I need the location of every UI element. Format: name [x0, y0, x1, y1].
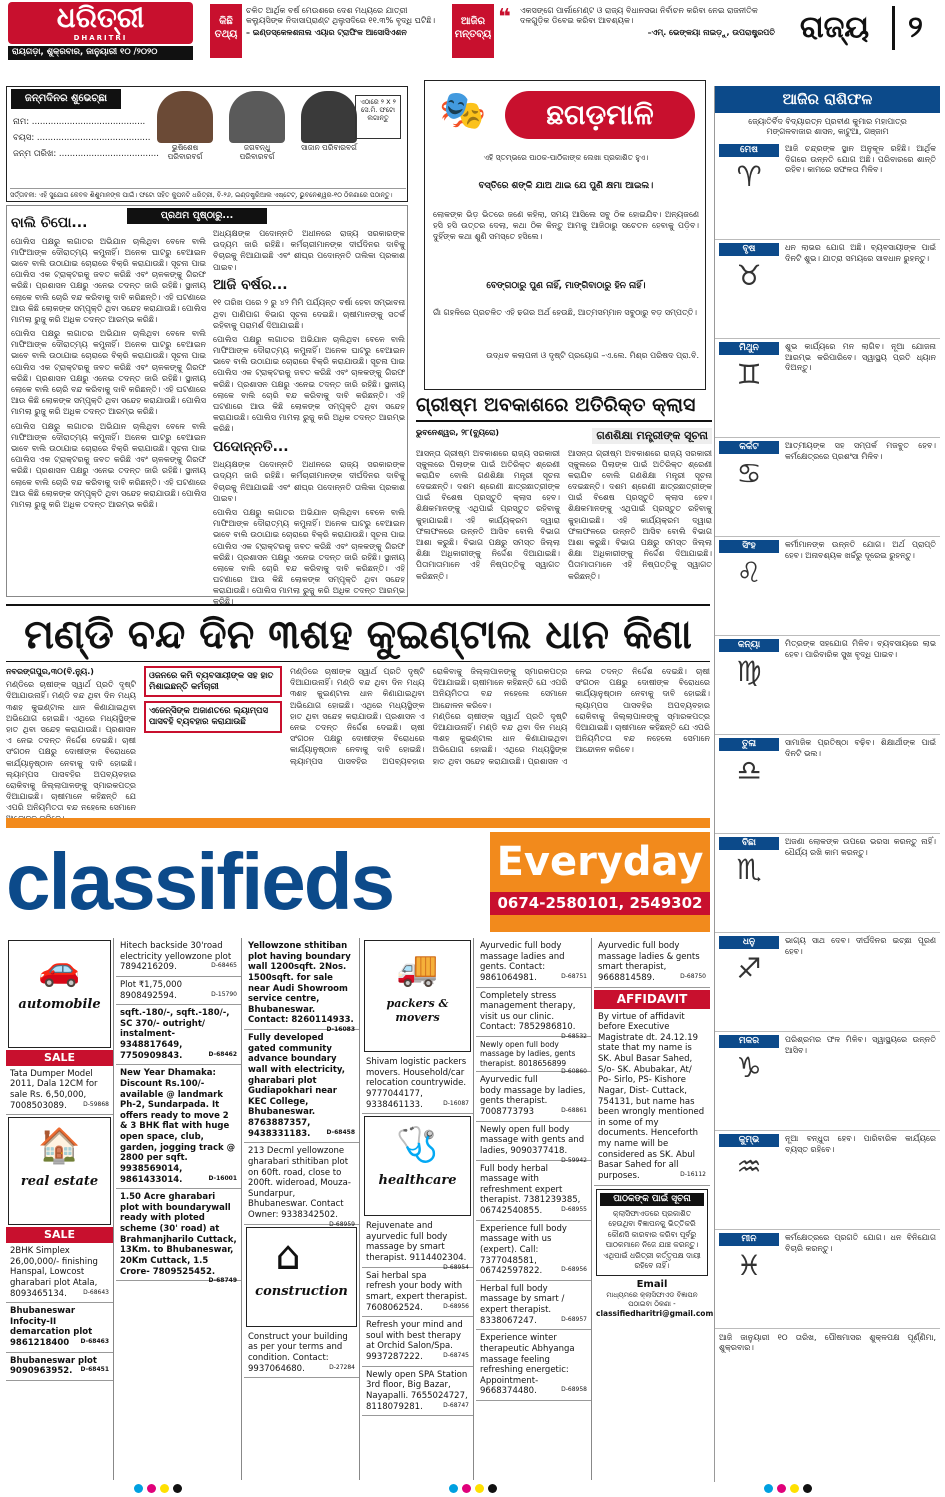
- sign-text: ନୂଆ ବନ୍ଧୁତା ହେବ। ପାରିବାରିକ କାର୍ଯ୍ୟରେ ବ୍ୟସ୍ତ ରହିବେ।: [785, 1133, 936, 1154]
- ajira-mantavya-source: –ଏମ୍. ଭେଙ୍କୟା ନାଇଡ଼ୁ, ଉପରାଷ୍ଟ୍ରପତି: [647, 28, 775, 37]
- sign-text: କର୍ମୀମାନଙ୍କ ଉନ୍ନତି ଯୋଗ। ଅର୍ଥ ପ୍ରାପ୍ତି ହେବ। ଅନାବଶ୍ୟକ ଖର୍ଚ୍ଚରୁ ଦୂରେଇ ରୁହନ୍ତୁ।: [785, 539, 936, 560]
- sign-row: [715, 1131, 940, 1230]
- chhata-box: [424, 80, 706, 390]
- ad-text: New Year Dhamaka: Discount Rs.100/- available @ landmark Ph-2, Sundarpada. It offers ready to move 2 & 3 BHK flat with huge open space, club, garden, jogging track @ 2800 per sqft. 9938569014, 9861433014.: [120, 1068, 236, 1185]
- ad-c3-4[interactable]: [244, 1329, 359, 1379]
- sign-label: [719, 639, 779, 731]
- ad-text: Tata Dumper Model 2011, Dala 12CM for sale Rs. 6,50,000, 7008503089.: [10, 1068, 98, 1111]
- zodiac-icon: ♉: [736, 259, 762, 292]
- ad-code: D-68451: [80, 1366, 109, 1374]
- ad-code: D-68747: [443, 1401, 469, 1409]
- sign-label: [719, 342, 779, 434]
- cat-real-estate: [8, 1117, 111, 1225]
- summer-text: ଆସନ୍ତା ଗ୍ରୀଷ୍ମ ଅବକାଶରେ ରାଜ୍ୟ ସରକାରୀ ସ୍କୁଲରେ ପିଲାଙ୍କ ପାଇଁ ଅତିରିକ୍ତ ଶ୍ରେଣୀ କରାଯିବ ବୋଲି ଗଣଶିକ୍ଷା ମନ୍ତ୍ରୀ ସୂଚନା ଦେଇଛନ୍ତି। ଦଶମ ଶ୍ରେଣୀ ଛାତ୍ରଛାତ୍ରୀଙ୍କ ପାଇଁ ବିଶେଷ ପ୍ରସ୍ତୁତି କ୍ଲାସ ହେବ। ଶିକ୍ଷକମାନଙ୍କୁ ଏଥିପାଇଁ ପ୍ରସ୍ତୁତ ରହିବାକୁ କୁହାଯାଇଛି। ଏହି କାର୍ଯ୍ୟକ୍ରମ ଦ୍ୱାରା ଫଳାଫଳରେ ଉନ୍ନତି ଆସିବ ବୋଲି ବିଭାଗ ଆଶା କରୁଛି। ବିଭାଗ ପକ୍ଷରୁ ସମସ୍ତ ଜିଲ୍ଲା ଶିକ୍ଷା ଅଧିକାରୀଙ୍କୁ ନିର୍ଦ୍ଦେଶ ଦିଆଯାଇଛି। ପିତାମାତାମାନେ ଏହି ନିଷ୍ପତ୍ତିକୁ ସ୍ୱାଗତ କରିଛନ୍ତି।: [416, 448, 560, 581]
- sign-row: [715, 438, 940, 537]
- ad-text: Ayurvedic full body massage by ladies, gents therapist. 7008773793: [480, 1075, 586, 1117]
- house-icon: 🏠: [38, 1126, 81, 1166]
- ad-c6-1[interactable]: [594, 938, 710, 988]
- zodiac-icon: ♊: [736, 358, 762, 391]
- ad-code: D-68956: [561, 1266, 587, 1274]
- classifieds-banner: [6, 818, 710, 936]
- sign-text: ଧନ ଲାଭର ଯୋଗ ଅଛି। ବ୍ୟବସାୟୀଙ୍କ ପାଇଁ ଦିନଟି ଶୁଭ। ଯାତ୍ରା ସମୟରେ ସାବଧାନ ରୁହନ୍ତୁ।: [785, 242, 936, 263]
- page-number: ୨: [892, 6, 936, 50]
- ads-col-2: [116, 938, 242, 1480]
- sign-row: [715, 240, 940, 339]
- cat-automobile: [8, 940, 111, 1048]
- ad-code: D-68643: [83, 1288, 109, 1296]
- ad-code: D-68954: [443, 1263, 469, 1271]
- kid-caption-3: ସାଜାନ ପରିବାରବର୍ଗ: [301, 143, 357, 152]
- birthday-fields: [13, 114, 159, 162]
- ad-text: Refresh your mind and soul with best therapy at Orchid Salon/Spa. 9937287222.: [366, 1320, 463, 1362]
- ad-code: D-68463: [80, 1338, 109, 1345]
- prev-story: ଅଧ୍ୟକ୍ଷଙ୍କ ପଦୋନ୍ନତି ଅଧୀନରେ ରାଜ୍ୟ ସରକାରଙ୍କ ଉଦ୍ୟମ ଜାରି ରହିଛି। କର୍ମଚାରୀମାନଙ୍କ ଦୀର୍ଘଦିନର ଦାବିକୁ ବିଚାରକୁ ନିଆଯାଇଛି ଏବଂ ଶୀଘ୍ର ପଦୋନ୍ନତି ତାଲିକା ପ୍ରକାଶ ପାଇବ।: [213, 229, 405, 272]
- ad-text: Full body herbal massage with refreshment expert therapist. 7381239385, 06742540855.: [480, 1163, 581, 1216]
- ad-code: D-68861: [561, 1107, 587, 1114]
- print-registration-bar: [0, 1484, 945, 1497]
- zodiac-icon: ♒: [736, 1150, 762, 1183]
- chhata-subhead: ବେଙ୍ଗଠାରୁ ପୁଣ ନାହିଁ, ମାଙ୍ଗିବାଠାରୁ ହିନ ନାହିଁ।: [486, 281, 646, 291]
- ads-col-5: [476, 938, 592, 1480]
- sign-label: [719, 1035, 779, 1127]
- kid-caption-2: ଜଗବନ୍ଧୁ ପରିବାରବର୍ଗ: [239, 143, 275, 162]
- sign-label: [719, 1134, 779, 1226]
- email-link[interactable]: classifiedharitri@gmail.com: [596, 1308, 714, 1318]
- sign-name: କୁମ୍ଭ: [719, 1134, 779, 1147]
- ad-text: Newly open full body massage by ladies, gents therapist. 8018656899: [480, 1040, 576, 1068]
- sign-name: କର୍କଟ: [719, 441, 779, 454]
- section-title: ରାଜ୍ୟ: [799, 10, 870, 45]
- ads-col-3: [244, 938, 360, 1480]
- chhata-text: ଲୋକଙ୍କ ଭିଡ଼ ଭିତରେ ଜଣେ କହିଲା, ସମୟ ଆସିଲେ ସବୁ ଠିକ ହୋଇଯିବ। ଅନ୍ୟଜଣେ ହସି ହସି ଉତ୍ତର ଦେଲା, କଥା ଠିକ କିନ୍ତୁ ଆମକୁ ଆଜିଠାରୁ ସଚେତନ ହେବାକୁ ପଡ଼ିବ। ଦୁହିଁଙ୍କ କଥା ଶୁଣି ସମସ୍ତେ ହସିଲେ।: [433, 210, 699, 242]
- ad-code: D-68750: [680, 972, 706, 980]
- sign-row: [715, 141, 940, 240]
- ad-code: D-68956: [443, 1302, 469, 1310]
- everyday-text: Everyday: [496, 839, 704, 885]
- cat-healthcare: [364, 1116, 471, 1216]
- padonnati-story: ଅଧ୍ୟକ୍ଷଙ୍କ ପଦୋନ୍ନତି ଅଧୀନରେ ରାଜ୍ୟ ସରକାରଙ୍କ ଉଦ୍ୟମ ଜାରି ରହିଛି। କର୍ମଚାରୀମାନଙ୍କ ଦୀର୍ଘଦିନର ଦାବିକୁ ବିଚାରକୁ ନିଆଯାଇଛି ଏବଂ ଶୀଘ୍ର ପଦୋନ୍ନତି ତାଲିକା ପ୍ରକାଶ ପାଇବ।: [213, 460, 405, 503]
- sign-label: [719, 1233, 779, 1325]
- kichhi-tathya-text: [246, 6, 446, 58]
- sign-row: [715, 1032, 940, 1131]
- kid-photo-1: [157, 91, 213, 173]
- ad-text: Plot ₹1,75,000 8908492594.: [120, 979, 182, 1001]
- ad-c4-4[interactable]: [362, 1317, 473, 1367]
- zodiac-icon: ♏: [736, 853, 762, 886]
- classified-grid: [6, 938, 714, 1480]
- ads-col-1: [6, 938, 114, 1480]
- zodiac-icon: ♐: [736, 952, 762, 985]
- bali-story-cont: ପୋଲିସ ପକ୍ଷରୁ ଲଗାତର ଅଭିଯାନ ଚାଲିଥିବା ବେଳେ ବାଲି ମାଫିଆଙ୍କ ଦୌରାତ୍ମ୍ୟ କମୁନାହିଁ। ଅନେକ ଘାଟରୁ ବେଆଇନ ଭାବେ ବାଲି ଉଠାଯାଇ ଚୋରାରେ ବିକ୍ରି କରାଯାଉଛି। ସୂଚନା ପାଇ ପୋଲିସ ଏକ ଟ୍ରାକ୍ଟରକୁ ଜବତ କରିଛି ଏବଂ ଚାଳକଙ୍କୁ ଗିରଫ କରିଛି। ପ୍ରଶାସନ ପକ୍ଷରୁ ଏନେଇ ତଦନ୍ତ ଜାରି ରହିଛି। ସ୍ଥାନୀୟ ଲୋକେ ବାଲି ଚୋରି ବନ୍ଦ କରିବାକୁ ଦାବି କରିଛନ୍ତି। ଏହି ଘଟଣାରେ ଆଉ କିଛି ଲୋକଙ୍କ ସମ୍ପୃକ୍ତି ଥିବା ସନ୍ଦେହ କରାଯାଉଛି। ପୋଲିସ ମାମଲା ରୁଜୁ କରି ଅଧିକ ତଦନ୍ତ ଆରମ୍ଭ କରିଛି।: [11, 329, 206, 417]
- orange-stripe: [6, 818, 710, 828]
- ad-text: 1.50 Acre gharabari plot with boundarywall ready with ploted scheme (30' road) at Brahmanjharilo Cuttack, 13Km. to Bhubaneswar, 20Km Cuttack, 1.5 Crore- 7809525452.: [120, 1192, 237, 1277]
- ad-code: D-60860: [561, 1068, 587, 1076]
- cartoon-faces-icon: 🎭: [439, 88, 487, 132]
- birthday-note: ସର୍ତ୍ତାବଳୀ: ଏହି ସୁଯୋଗ କେବଳ ଶିଶୁମାନଙ୍କ ପାଇଁ। ଫଟୋ ସହିତ କୁପନଟି ଧରିତ୍ରୀ, ବି-୨୬, ଇଣ୍ଡଷ୍ଟ୍ରିଆଲ ଏଷ୍ଟେଟ୍, ଭୁବନେଶ୍ୱର-୧୦ ଠିକଣାରେ ପଠାନ୍ତୁ।: [10, 188, 406, 199]
- ad-text: Sai herbal spa refresh your body with smart, expert therapist. 7608062524.: [366, 1270, 468, 1313]
- cat-packers: [364, 940, 471, 1052]
- kid-photo-3: [301, 91, 357, 173]
- ad-text: Bhubaneswar Infocity-II demarcation plot 9861218400: [10, 1306, 93, 1348]
- logo: [8, 2, 193, 44]
- ajira-mantavya-label: ଆଜିର ମନ୍ତବ୍ୟ: [452, 4, 494, 58]
- ad-c5-7[interactable]: [476, 1221, 591, 1281]
- front-page-label: ପ୍ରଥମ ପୃଷ୍ଠାରୁ...: [127, 208, 267, 224]
- logo-text: ଧରିତ୍ରୀ: [56, 1, 145, 34]
- kicker-padonnati: ପଦୋନ୍ନତି...: [213, 438, 289, 455]
- sign-row: [715, 735, 940, 834]
- ad-re-2[interactable]: [6, 1303, 113, 1353]
- kichhi-tathya-body: ଚଳିତ ଆର୍ଥିକ ବର୍ଷ ମେଉଶରେ ଦେଶ ମଧ୍ୟରେ ଯାତ୍ରୀ କଲ୍ୟୁସିଙ୍କ ନିଦାସାପ୍ରାଣ୍ଟ ଥିଲୁସଦିରେ ୧୧.୩% ବୃଦ୍ଧି ଘଟିଛି।: [246, 6, 436, 25]
- astrologer: ଜ୍ୟୋତିର୍ବିଦ ବିଦ୍ୟାରତ୍ନ ପ୍ରବୀଣ କୁମାର ମହାପାତ୍ର: [748, 116, 907, 126]
- sign-text: କର୍ମକ୍ଷେତ୍ରରେ ପ୍ରଗତି ଯୋଗ। ଧନ ବିନିଯୋଗ ବିଚାରି କରନ୍ତୁ।: [785, 1232, 936, 1253]
- front-page-continued: [6, 205, 408, 607]
- ad-code: D-68462: [208, 1050, 237, 1058]
- ad-c3-3[interactable]: [244, 1143, 359, 1228]
- car-icon: 🚗: [38, 948, 81, 989]
- notice-title: ପାଠକଙ୍କ ପାଇଁ ସୂଚନା: [600, 1193, 704, 1206]
- ajira-mantavya-body: ଏକସଙ୍ଗେ ପାର୍ଲାମେଣ୍ଟ ଓ ରାଜ୍ୟ ବିଧାନସଭା ନିର୍ବାଚନ କରିବା ନେଇ ରାଜନୀତିକ ଦଳଗୁଡ଼ିକ ଡିବେଇ କରିବା ଆବଶ୍ୟକ।: [520, 6, 758, 25]
- ad-auto-1[interactable]: [6, 1066, 113, 1116]
- sign-text: ଶୁଭ କାର୍ଯ୍ୟରେ ମନ ଲାଗିବ। ନୂଆ ଯୋଜନା ଆରମ୍ଭ କରିପାରିବେ। ସ୍ୱାସ୍ଥ୍ୟ ପ୍ରତି ଧ୍ୟାନ ଦିଅନ୍ତୁ।: [785, 341, 936, 373]
- kid-caption-1: ଭୁଷିଶେଷ ପରିବାରବର୍ଗ: [167, 143, 203, 162]
- ajira-mantavya-text: [520, 6, 775, 58]
- mandi-text-3: ମଣ୍ଡିରେ ଚାଷୀଙ୍କ ସ୍ୱାର୍ଥ ପ୍ରତି ଦୃଷ୍ଟି ଦିଆଯାଉନାହିଁ। ମଣ୍ଡି ବନ୍ଦ ଥିବା ଦିନ ମଧ୍ୟ ୩ଶହ କୁଇଣ୍ଟାଲ ଧାନ କିଣାଯାଇଥିବା ଅଭିଯୋଗ ହୋଇଛି। ଏଥିରେ ମଧ୍ୟସ୍ଥିଙ୍କ ହାତ ଥିବା ସନ୍ଦେହ କରାଯାଉଛି। ପ୍ରଶାସନ ଏ ନେଇ ତଦନ୍ତ ନିର୍ଦ୍ଦେଶ ଦେଇଛି। ଚାଷୀ ସଂଗଠନ ପକ୍ଷରୁ ଦୋଷୀଙ୍କ ବିରୋଧରେ କାର୍ଯ୍ୟାନୁଷ୍ଠାନ ନେବାକୁ ଦାବି ହୋଇଛି। ଲ୍ୟାମ୍ପସ ପାସବହିର ଅପବ୍ୟବହାର ରୋକିବାକୁ ଜିଲ୍ଲାପାଳଙ୍କୁ ସ୍ମାରକପତ୍ର ଦିଆଯାଇଛି। ଚାଷୀମାନେ କହିଛନ୍ତି ଯେ ଏପରି ଅନିୟମିତତା ବନ୍ଦ ନହେଲେ ସେମାନେ ଆନ୍ଦୋଳନ କରିବେ।: [432, 667, 710, 766]
- reg-dots-3: [762, 1484, 814, 1497]
- ad-c2-4[interactable]: [116, 1065, 241, 1189]
- birthday-age-field[interactable]: ବୟସ: ..........................................: [13, 133, 151, 143]
- ad-text: Construct your building as per your terms and condition. Contact: 9937064680.: [248, 1331, 348, 1374]
- sign-name: ତୁଳା: [719, 738, 779, 751]
- sale-badge-auto: SALE: [6, 1050, 113, 1066]
- ad-code: D-16112: [680, 1170, 706, 1178]
- cat-automobile-label: automobile: [18, 997, 101, 1012]
- ad-c5-3[interactable]: [476, 1037, 591, 1076]
- ad-c3-1[interactable]: [244, 938, 359, 1033]
- sign-label: [719, 243, 779, 335]
- summer-body: [416, 448, 712, 606]
- rashiphala-footer: ଆଜି ଜାନୁୟାରୀ ୧୦ ତାରିଖ, ପୌଷମାସର ଶୁକ୍ଳପକ୍ଷ ପୂର୍ଣ୍ଣିମା, ଶୁକ୍ରବାର।: [719, 1332, 936, 1352]
- summer-headline: ଗ୍ରୀଷ୍ମ ଅବକାଶରେ ଅତିରିକ୍ତ କ୍ଲାସ: [416, 394, 712, 422]
- ad-text: Fully developed gated community advance boundary wall with electricity, gharabari plot Gudiapokhari near KEC College, Bhubaneswar. 8763887357, 9438331183.: [248, 1033, 345, 1139]
- sign-row: [715, 339, 940, 438]
- rashiphala: [714, 86, 940, 1482]
- ad-text: Experience winter therapeutic Abhyanga massage feeling refreshing energetic: Appointment- 9668374480.: [480, 1333, 575, 1397]
- summer-kicker: ଗଣଶିକ୍ଷା ମନ୍ତ୍ରୀଙ୍କ ସୂଚନା: [592, 428, 712, 444]
- ad-code: D-68532: [561, 1033, 587, 1040]
- sign-name: ମକର: [719, 1035, 779, 1048]
- email-sub: ମାଧ୍ୟମରେ କ୍ଲାସିଫାଏଡ ବିଜ୍ଞାପନ ପଠାଇବା ଠିକଣା -: [606, 1291, 698, 1308]
- masthead: [0, 0, 945, 62]
- ad-code: D-16083: [326, 1026, 355, 1033]
- ad-text: Newly open SPA Station 3rd floor, Big Bazar, Nayapalli. 7655024727, 8118079281.: [366, 1369, 468, 1412]
- ad-c4-1[interactable]: [362, 1054, 473, 1114]
- cat-healthcare-label: healthcare: [378, 1173, 457, 1189]
- ad-c2-2[interactable]: [116, 977, 241, 1005]
- sign-name: ଧନୁ: [719, 936, 779, 949]
- ad-text: Yellowzone sthitiban plot having boundary wall 1200sqft. 2Nos. 1500sqft. for sale near Audi Showroom service centre, Bhubaneswar. Contact: 8260114933.: [248, 941, 354, 1026]
- ad-code: D-68957: [561, 1315, 587, 1323]
- chhata-title: ଛଗଡ଼ମାଳି: [505, 91, 695, 139]
- ad-c3-2[interactable]: [244, 1030, 359, 1143]
- ad-text: 2BHK Simplex 26,00,000/- finishing Hanspal, Lowcost gharabari plot Atala, 8093465134.: [10, 1246, 98, 1299]
- ad-text: Completely stress management therapy, visit us our clinic. Contact: 7852986810.: [480, 990, 576, 1033]
- ad-text: Hitech backside 30'road electricity yellowzone plot 7894216209.: [120, 941, 232, 973]
- photo-size-note: ଏଠାରେ ୨ X ୨ ସେ.ମି. ଫଟୋ ଲଗାନ୍ତୁ: [355, 95, 401, 139]
- ad-text: sqft.-180/-, sqft.-180/-, SC 370/- outright/ instalment- 9348817649, 7750909843.: [120, 1008, 230, 1061]
- ad-re-1[interactable]: [6, 1243, 113, 1303]
- dateline: ରାୟଗଡ଼ା, ଶୁକ୍ରବାର, ଜାନୁୟାରୀ ୧୦ /୨୦୨୦: [8, 46, 193, 60]
- zodiac-icon: ♈: [736, 160, 762, 193]
- mandi-text-2: ମଣ୍ଡିରେ ଚାଷୀଙ୍କ ସ୍ୱାର୍ଥ ପ୍ରତି ଦୃଷ୍ଟି ଦିଆଯାଉନାହିଁ। ମଣ୍ଡି ବନ୍ଦ ଥିବା ଦିନ ମଧ୍ୟ ୩ଶହ କୁଇଣ୍ଟାଲ ଧାନ କିଣାଯାଇଥିବା ଅଭିଯୋଗ ହୋଇଛି। ଏଥିରେ ମଧ୍ୟସ୍ଥିଙ୍କ ହାତ ଥିବା ସନ୍ଦେହ କରାଯାଉଛି। ପ୍ରଶାସନ ଏ ନେଇ ତଦନ୍ତ ନିର୍ଦ୍ଦେଶ ଦେଇଛି। ଚାଷୀ ସଂଗଠନ ପକ୍ଷରୁ ଦୋଷୀଙ୍କ ବିରୋଧରେ କାର୍ଯ୍ୟାନୁଷ୍ଠାନ ନେବାକୁ ଦାବି ହୋଇଛି। ଲ୍ୟାମ୍ପସ ପାସବହିର ଅପବ୍ୟବହାର ରୋକିବାକୁ ଜିଲ୍ଲାପାଳଙ୍କୁ ସ୍ମାରକପତ୍ର ଦିଆଯାଇଛି। ଚାଷୀମାନେ କହିଛନ୍ତି ଯେ ଏପରି ଅନିୟମିତତା ବନ୍ଦ ନହେଲେ ସେମାନେ ଆନ୍ଦୋଳନ କରିବେ।: [290, 667, 568, 766]
- cat-construction-label: construction: [255, 1283, 348, 1299]
- chhata-text-2: ଗାଁ ଗହଳିରେ ପ୍ରଚଳିତ ଏହି ଢଗର ଅର୍ଥ ହେଉଛି, ଆତ୍ମସମ୍ମାନ ସବୁଠାରୁ ବଡ଼ ସମ୍ପତ୍ତି।: [433, 308, 697, 317]
- ad-code: D-27284: [329, 1363, 355, 1371]
- sign-text: ସାମାଜିକ ପ୍ରତିଷ୍ଠା ବଢ଼ିବ। ଶିକ୍ଷାର୍ଥୀଙ୍କ ପାଇଁ ଦିନଟି ଭଲ।: [785, 737, 936, 758]
- reg-dots-1: [132, 1484, 184, 1497]
- summer-story: [416, 394, 712, 598]
- sign-name: ବିଛା: [719, 837, 779, 850]
- ad-c5-9[interactable]: [476, 1330, 591, 1401]
- ad-text: Herbal full body massage by smart / expert therapist. 8338067247.: [480, 1283, 565, 1326]
- ad-code: D-68749: [208, 1277, 237, 1285]
- zodiac-icon: ♌: [736, 556, 762, 589]
- ad-code: D-68458: [326, 1128, 355, 1136]
- ad-c2-5[interactable]: [116, 1189, 241, 1285]
- affidavit-ad[interactable]: [594, 1009, 710, 1186]
- ad-c5-5[interactable]: [476, 1122, 591, 1164]
- sign-row: [715, 933, 940, 1032]
- ad-text: Rejuvenate and ayurvedic full body massage by smart therapist. 9114402304.: [366, 1221, 467, 1263]
- mandi-story: [6, 666, 710, 814]
- ad-code: D-68955: [561, 1206, 587, 1213]
- ad-code: D-68745: [443, 1352, 469, 1359]
- bali-story: ପୋଲିସ ପକ୍ଷରୁ ଲଗାତର ଅଭିଯାନ ଚାଲିଥିବା ବେଳେ ବାଲି ମାଫିଆଙ୍କ ଦୌରାତ୍ମ୍ୟ କମୁନାହିଁ। ଅନେକ ଘାଟରୁ ବେଆଇନ ଭାବେ ବାଲି ଉଠାଯାଇ ଚୋରାରେ ବିକ୍ରି କରାଯାଉଛି। ସୂଚନା ପାଇ ପୋଲିସ ଏକ ଟ୍ରାକ୍ଟରକୁ ଜବତ କରିଛି ଏବଂ ଚାଳକଙ୍କୁ ଗିରଫ କରିଛି। ପ୍ରଶାସନ ପକ୍ଷରୁ ଏନେଇ ତଦନ୍ତ ଜାରି ରହିଛି। ସ୍ଥାନୀୟ ଲୋକେ ବାଲି ଚୋରି ବନ୍ଦ କରିବାକୁ ଦାବି କରିଛନ୍ତି। ଏହି ଘଟଣାରେ ଆଉ କିଛି ଲୋକଙ୍କ ସମ୍ପୃକ୍ତି ଥିବା ସନ୍ଦେହ କରାଯାଉଛି। ପୋଲିସ ମାମଲା ରୁଜୁ କରି ଅଧିକ ତଦନ୍ତ ଆରମ୍ଭ କରିଛି।: [11, 236, 206, 324]
- ad-c2-1[interactable]: [116, 938, 241, 977]
- ad-text: Shivam logistic packers movers. Household/car relocation countrywide. 9777044177, 9338461133.: [366, 1057, 467, 1110]
- mandi-bullet-1: ଓଜନରେ କମି ବ୍ୟବସାୟୀଙ୍କ ସହ ହାତ ମିଶାଇଛନ୍ତି କର୍ମଚାରୀ: [144, 666, 282, 697]
- sale-badge-realestate: SALE: [6, 1227, 113, 1243]
- summer-dateline: ଭୁବନେଶ୍ୱର, ୨୮(ବ୍ୟୁରୋ): [416, 427, 500, 437]
- mandi-dateline: ନବରଙ୍ଗପୁର,୩୦(ବି.ନ୍ୟୁ.): [6, 667, 94, 676]
- field-label-dob: ଜନ୍ମ ତାରିଖ:: [13, 149, 57, 159]
- mandi-headline: ମଣ୍ଡି ବନ୍ଦ ଦିନ ୩ଶହ କୁଇଣ୍ଟାଲ ଧାନ କିଣା: [6, 604, 710, 662]
- birthday-dob-field[interactable]: ଜନ୍ମ ତାରିଖ: .....................................: [13, 149, 159, 159]
- astrologer-address: ମଙ୍ଗଳବାଜାର ଶାସନ, କାଟୁଆ, ଗଞ୍ଜାମ: [766, 126, 889, 136]
- kicker-bali: ବାଲି ଚିପୋ...: [11, 215, 88, 231]
- sign-label: [719, 738, 779, 830]
- ads-col-4: [362, 938, 474, 1480]
- truck-icon: 🚚: [396, 948, 439, 989]
- ad-code: D-15790: [211, 990, 237, 998]
- summer-meta: [416, 428, 712, 444]
- ad-c5-4[interactable]: [476, 1072, 591, 1122]
- sign-row: [715, 636, 940, 735]
- rashiphala-title: ଆଜିର ରାଶିଫଳ: [715, 86, 940, 113]
- logo-sub: DHARITRI: [73, 34, 128, 42]
- summer-text-2: ଆସନ୍ତା ଗ୍ରୀଷ୍ମ ଅବକାଶରେ ରାଜ୍ୟ ସରକାରୀ ସ୍କୁଲରେ ପିଲାଙ୍କ ପାଇଁ ଅତିରିକ୍ତ ଶ୍ରେଣୀ କରାଯିବ ବୋଲି ଗଣଶିକ୍ଷା ମନ୍ତ୍ରୀ ସୂଚନା ଦେଇଛନ୍ତି। ଦଶମ ଶ୍ରେଣୀ ଛାତ୍ରଛାତ୍ରୀଙ୍କ ପାଇଁ ବିଶେଷ ପ୍ରସ୍ତୁତି କ୍ଲାସ ହେବ। ଶିକ୍ଷକମାନଙ୍କୁ ଏଥିପାଇଁ ପ୍ରସ୍ତୁତ ରହିବାକୁ କୁହାଯାଇଛି। ଏହି କାର୍ଯ୍ୟକ୍ରମ ଦ୍ୱାରା ଫଳାଫଳରେ ଉନ୍ନତି ଆସିବ ବୋଲି ବିଭାଗ ଆଶା କରୁଛି। ବିଭାଗ ପକ୍ଷରୁ ସମସ୍ତ ଜିଲ୍ଲା ଶିକ୍ଷା ଅଧିକାରୀଙ୍କୁ ନିର୍ଦ୍ଦେଶ ଦିଆଯାଇଛି। ପିତାମାତାମାନେ ଏହି ନିଷ୍ପତ୍ତିକୁ ସ୍ୱାଗତ କରିଛନ୍ତି।: [568, 448, 712, 581]
- birthday-name-field[interactable]: ନାମ: ..........................................: [13, 117, 146, 127]
- ad-code: D-16087: [443, 1099, 469, 1107]
- sign-list: [715, 141, 940, 1329]
- ad-text: Newly open full body massage with gents and ladies, 9090377418.: [480, 1124, 585, 1156]
- mandi-bullets: [144, 666, 282, 812]
- ad-text: 213 Decml yellowzone gharabari sthitiban plot on 60ft. road, close to 200ft. wideroad, Mouza- Sundarpur, Bhubaneswar. Contact Owner: 9338342502.: [248, 1146, 351, 1220]
- ad-c4-2[interactable]: [362, 1218, 473, 1271]
- sign-name: କନ୍ୟା: [719, 639, 779, 652]
- aji-barsha-cont: ପୋଲିସ ପକ୍ଷରୁ ଲଗାତର ଅଭିଯାନ ଚାଲିଥିବା ବେଳେ ବାଲି ମାଫିଆଙ୍କ ଦୌରାତ୍ମ୍ୟ କମୁନାହିଁ। ଅନେକ ଘାଟରୁ ବେଆଇନ ଭାବେ ବାଲି ଉଠାଯାଇ ଚୋରାରେ ବିକ୍ରି କରାଯାଉଛି। ସୂଚନା ପାଇ ପୋଲିସ ଏକ ଟ୍ରାକ୍ଟରକୁ ଜବତ କରିଛି ଏବଂ ଚାଳକଙ୍କୁ ଗିରଫ କରିଛି। ପ୍ରଶାସନ ପକ୍ଷରୁ ଏନେଇ ତଦନ୍ତ ଜାରି ରହିଛି। ସ୍ଥାନୀୟ ଲୋକେ ବାଲି ଚୋରି ବନ୍ଦ କରିବାକୁ ଦାବି କରିଛନ୍ତି। ଏହି ଘଟଣାରେ ଆଉ କିଛି ଲୋକଙ୍କ ସମ୍ପୃକ୍ତି ଥିବା ସନ୍ଦେହ କରାଯାଉଛି। ପୋଲିସ ମାମଲା ରୁଜୁ କରି ଅଧିକ ତଦନ୍ତ ଆରମ୍ଭ କରିଛି।: [213, 334, 405, 434]
- ad-c4-3[interactable]: [362, 1268, 473, 1318]
- sign-text: ମିତ୍ରଙ୍କ ସହଯୋଗ ମିଳିବ। ବ୍ୟବସାୟରେ ଲାଭ ହେବ। ପାରିବାରିକ ସୁଖ ବୃଦ୍ଧି ପାଇବ।: [785, 638, 936, 659]
- sign-text: ଅଜଣା ଲୋକଙ୍କ ଉପରେ ଭରସା କରନ୍ତୁ ନାହିଁ। ଧୈର୍ଯ୍ୟ ରଖି କାମ କରନ୍ତୁ।: [785, 836, 936, 857]
- sign-text: ଆଜି ଚନ୍ଦ୍ରଙ୍କ ସ୍ଥାନ ଅନୁକୂଳ ରହିଛି। ଆର୍ଥିକ ଦିଗରେ ଉନ୍ନତି ଯୋଗ ଅଛି। ପରିବାରରେ ଶାନ୍ତି ରହିବ। କାମରେ ସଫଳତା ମିଳିବ।: [785, 143, 936, 175]
- cat-real-estate-label: real estate: [20, 1174, 99, 1190]
- aji-barsha-story: ୧୧ ତାରିଖ ପରେ ୨ ରୁ ୪୨ ମିମି ପର୍ଯ୍ୟନ୍ତ ବର୍ଷା ହେବା ସମ୍ଭାବନା ଥିବା ପାଣିପାଗ ବିଭାଗ ସୂଚନା ଦେଇଛି। ଚାଷୀମାନଙ୍କୁ ସତର୍କ ରହିବାକୁ ପରାମର୍ଶ ଦିଆଯାଇଛି।: [213, 298, 405, 330]
- ad-re-3[interactable]: [6, 1353, 113, 1381]
- stethoscope-icon: 🩺: [396, 1124, 439, 1165]
- sign-row: [715, 834, 940, 933]
- kichhi-tathya-label: କିଛି ତଥ୍ୟ: [210, 4, 242, 58]
- ads-col-6: [594, 938, 714, 1480]
- sign-name: ମେଷ: [719, 144, 779, 157]
- email-label: Email: [636, 1278, 668, 1290]
- sign-label: [719, 441, 779, 533]
- classifieds-phone: 0674-2580101, 2549302: [490, 892, 710, 915]
- chhata-credit: ଉଦ୍ଧବ କଲାପନୀ ଓ ଦୃଷ୍ଟି ପ୍ରୟୋଗ –ଏ.ଲେ. ମିଶ୍ର ପରିଷଦ ପ୍ରା.ବି.: [486, 351, 699, 360]
- ad-code: D-16001: [208, 1174, 237, 1182]
- notice-text: କ୍ଲାସିଫାଏଡରେ ପ୍ରକାଶିତ ହେଉଥିବା ବିଜ୍ଞାପନକୁ ଭିତ୍ତିକରି କୌଣସି କାରବାର କରିବା ପୂର୍ବରୁ ପାଠକମାନେ ନିଜେ ଯାଞ୍ଚ କରନ୍ତୁ। ଏଥିପାଇଁ ଧରିତ୍ରୀ କର୍ତ୍ତୃପକ୍ଷ ଦାୟୀ ରହିବେ ନାହିଁ।: [603, 1208, 701, 1271]
- sign-label: [719, 540, 779, 632]
- zodiac-icon: ♎: [736, 754, 762, 787]
- ad-c5-8[interactable]: [476, 1281, 591, 1331]
- everyday-box: [490, 832, 710, 932]
- ad-code: D-59868: [83, 1100, 109, 1108]
- ad-code: D-68465: [211, 962, 237, 970]
- ad-code: D-59942: [561, 1156, 587, 1164]
- email-box: [596, 1278, 714, 1318]
- classifieds-title: classifieds: [6, 837, 394, 926]
- ad-text: Ayurvedic full body massage ladies and gents. Contact: 9861064981.: [480, 941, 565, 983]
- ad-c4-5[interactable]: [362, 1367, 473, 1417]
- ad-c5-2[interactable]: [476, 988, 591, 1038]
- bali-story-cont-2: ପୋଲିସ ପକ୍ଷରୁ ଲଗାତର ଅଭିଯାନ ଚାଲିଥିବା ବେଳେ ବାଲି ମାଫିଆଙ୍କ ଦୌରାତ୍ମ୍ୟ କମୁନାହିଁ। ଅନେକ ଘାଟରୁ ବେଆଇନ ଭାବେ ବାଲି ଉଠାଯାଇ ଚୋରାରେ ବିକ୍ରି କରାଯାଉଛି। ସୂଚନା ପାଇ ପୋଲିସ ଏକ ଟ୍ରାକ୍ଟରକୁ ଜବତ କରିଛି ଏବଂ ଚାଳକଙ୍କୁ ଗିରଫ କରିଛି। ପ୍ରଶାସନ ପକ୍ଷରୁ ଏନେଇ ତଦନ୍ତ ଜାରି ରହିଛି। ସ୍ଥାନୀୟ ଲୋକେ ବାଲି ଚୋରି ବନ୍ଦ କରିବାକୁ ଦାବି କରିଛନ୍ତି। ଏହି ଘଟଣାରେ ଆଉ କିଛି ଲୋକଙ୍କ ସମ୍ପୃକ୍ତି ଥିବା ସନ୍ଦେହ କରାଯାଉଛି। ପୋଲିସ ମାମଲା ରୁଜୁ କରି ଅଧିକ ତଦନ୍ତ ଆରମ୍ଭ କରିଛି।: [11, 421, 206, 509]
- ad-c2-3[interactable]: [116, 1005, 241, 1065]
- zodiac-icon: ♓: [736, 1249, 762, 1282]
- sign-name: ମିଥୁନ: [719, 342, 779, 355]
- sign-name: ସିଂହ: [719, 540, 779, 553]
- sign-row: [715, 1230, 940, 1329]
- sign-name: ବୃଷ: [719, 243, 779, 256]
- affidavit-text: By virtue of affidavit before Executive Magistrate dt. 24.12.19 state that my name is SK. Abul Basar Sahed, S/o- SK. Abubakar, At/ Po- Sirlo, PS- Kishore Nagar, Dist- Cuttack, 754131, but name has been wrongly mentioned in some of my documents. Henceforth my name will be considered as SK. Abul Basar Sahed for all purposes.: [598, 1011, 705, 1181]
- kichhi-tathya-source: – ଇଣ୍ଡସ୍କେଳଶନାଲ ଏୟାର ଟ୍ରାଫିକ ଆସୋସିଏଶନ: [246, 28, 407, 37]
- sign-label: [719, 144, 779, 236]
- kicker-aji-barsha: ଆଜି ବର୍ଷର...: [213, 276, 288, 293]
- mandi-text: ମଣ୍ଡିରେ ଚାଷୀଙ୍କ ସ୍ୱାର୍ଥ ପ୍ରତି ଦୃଷ୍ଟି ଦିଆଯାଉନାହିଁ। ମଣ୍ଡି ବନ୍ଦ ଥିବା ଦିନ ମଧ୍ୟ ୩ଶହ କୁଇଣ୍ଟାଲ ଧାନ କିଣାଯାଇଥିବା ଅଭିଯୋଗ ହୋଇଛି। ଏଥିରେ ମଧ୍ୟସ୍ଥିଙ୍କ ହାତ ଥିବା ସନ୍ଦେହ କରାଯାଉଛି। ପ୍ରଶାସନ ଏ ନେଇ ତଦନ୍ତ ନିର୍ଦ୍ଦେଶ ଦେଇଛି। ଚାଷୀ ସଂଗଠନ ପକ୍ଷରୁ ଦୋଷୀଙ୍କ ବିରୋଧରେ କାର୍ଯ୍ୟାନୁଷ୍ଠାନ ନେବାକୁ ଦାବି ହୋଇଛି। ଲ୍ୟାମ୍ପସ ପାସବହିର ଅପବ୍ୟବହାର ରୋକିବାକୁ ଜିଲ୍ଲାପାଳଙ୍କୁ ସ୍ମାରକପତ୍ର ଦିଆଯାଇଛି। ଚାଷୀମାନେ କହିଛନ୍ତି ଯେ ଏପରି ଅନିୟମିତତା ବନ୍ଦ ନହେଲେ ସେମାନେ: [6, 680, 136, 813]
- ad-text: Ayurvedic full body massage ladies & gents smart therapist, 9668814589.: [598, 941, 700, 983]
- mandi-col-1: [6, 666, 136, 812]
- sign-text: ଭାଗ୍ୟ ସାଥ ଦେବ। ଦୀର୍ଘଦିନର ଇଚ୍ଛା ପୂରଣ ହେବ।: [785, 935, 936, 956]
- ad-code: D-68751: [561, 972, 587, 980]
- padonnati-cont: ପୋଲିସ ପକ୍ଷରୁ ଲଗାତର ଅଭିଯାନ ଚାଲିଥିବା ବେଳେ ବାଲି ମାଫିଆଙ୍କ ଦୌରାତ୍ମ୍ୟ କମୁନାହିଁ। ଅନେକ ଘାଟରୁ ବେଆଇନ ଭାବେ ବାଲି ଉଠାଯାଇ ଚୋରାରେ ବିକ୍ରି କରାଯାଉଛି। ସୂଚନା ପାଇ ପୋଲିସ ଏକ ଟ୍ରାକ୍ଟରକୁ ଜବତ କରିଛି ଏବଂ ଚାଳକଙ୍କୁ ଗିରଫ କରିଛି। ପ୍ରଶାସନ ପକ୍ଷରୁ ଏନେଇ ତଦନ୍ତ ଜାରି ରହିଛି। ସ୍ଥାନୀୟ ଲୋକେ ବାଲି ଚୋରି ବନ୍ଦ କରିବାକୁ ଦାବି କରିଛନ୍ତି। ଏହି ଘଟଣାରେ ଆଉ କିଛି ଲୋକଙ୍କ ସମ୍ପୃକ୍ତି ଥିବା ସନ୍ଦେହ କରାଯାଉଛି। ପୋଲିସ ମାମଲା ରୁଜୁ କରି ଅଧିକ ତଦନ୍ତ ଆରମ୍ଭ କରିଛି।: [213, 507, 405, 607]
- birthday-box: [6, 86, 408, 202]
- ad-code: D-68958: [561, 1386, 587, 1394]
- field-label-age: ବୟସ:: [13, 133, 35, 143]
- affidavit-title: AFFIDAVIT: [594, 990, 710, 1009]
- birthday-title: ଜନ୍ମଦିନର ଶୁଭେଚ୍ଛା: [11, 89, 121, 109]
- mandi-bullet-2: ଏଜେନ୍ସିଙ୍କ ଅଜାଣତରେ ଲ୍ୟାମ୍ପସ ପାସବହି ବ୍ୟବହାର କରାଯାଉଛି: [144, 701, 282, 732]
- kid-photo-2: [229, 91, 285, 173]
- zodiac-icon: ♋: [736, 457, 762, 490]
- front-col-left: [11, 214, 206, 594]
- ad-code: D-68959: [329, 1220, 355, 1228]
- cat-packers-label: packers & movers: [386, 997, 449, 1024]
- sign-row: [715, 537, 940, 636]
- zodiac-icon: ♑: [736, 1051, 762, 1084]
- cat-construction: [246, 1227, 357, 1327]
- sign-label: [719, 936, 779, 1028]
- ad-c5-1[interactable]: [476, 938, 591, 988]
- ad-c5-6[interactable]: [476, 1161, 591, 1221]
- chhata-heading: ବସ୍ତିରେ ଶଙ୍କି ଯାଅ ଥାଇ ଯେ ପୁଣି କ୍ଷମା ଆଇଲ।: [478, 181, 654, 191]
- ad-text: Experience full body massage with us (expert). Call: 7377048581, 06742597822.: [480, 1223, 567, 1277]
- sign-text: ଆତ୍ମୀୟଙ୍କ ସହ ସମ୍ପର୍କ ମଜବୁତ ହେବ। କର୍ମକ୍ଷେତ୍ରରେ ପ୍ରଶଂସା ମିଳିବ।: [785, 440, 936, 461]
- reg-dots-2: [447, 1484, 499, 1497]
- zodiac-icon: ♍: [736, 655, 762, 688]
- front-col-right: [213, 228, 405, 607]
- field-label-name: ନାମ:: [13, 117, 30, 127]
- construction-house-icon: ⌂: [275, 1232, 301, 1279]
- sign-label: [719, 837, 779, 929]
- ad-text: Bhubaneswar plot 9090963952.: [10, 1355, 97, 1377]
- sign-name: ମୀନ: [719, 1233, 779, 1246]
- reader-notice: [596, 1189, 708, 1276]
- mandi-body: [290, 666, 710, 812]
- chhata-intro: ଏହି ସ୍ତମ୍ଭରେ ପାଠକ-ପାଠିକାଙ୍କ ଲେଖା ପ୍ରକାଶିତ ହୁଏ।: [483, 153, 649, 162]
- sign-text: ପରିଶ୍ରମର ଫଳ ମିଳିବ। ସ୍ୱାସ୍ଥ୍ୟରେ ଉନ୍ନତି ଆସିବ।: [785, 1034, 936, 1055]
- quote-icon: ❝: [498, 5, 511, 30]
